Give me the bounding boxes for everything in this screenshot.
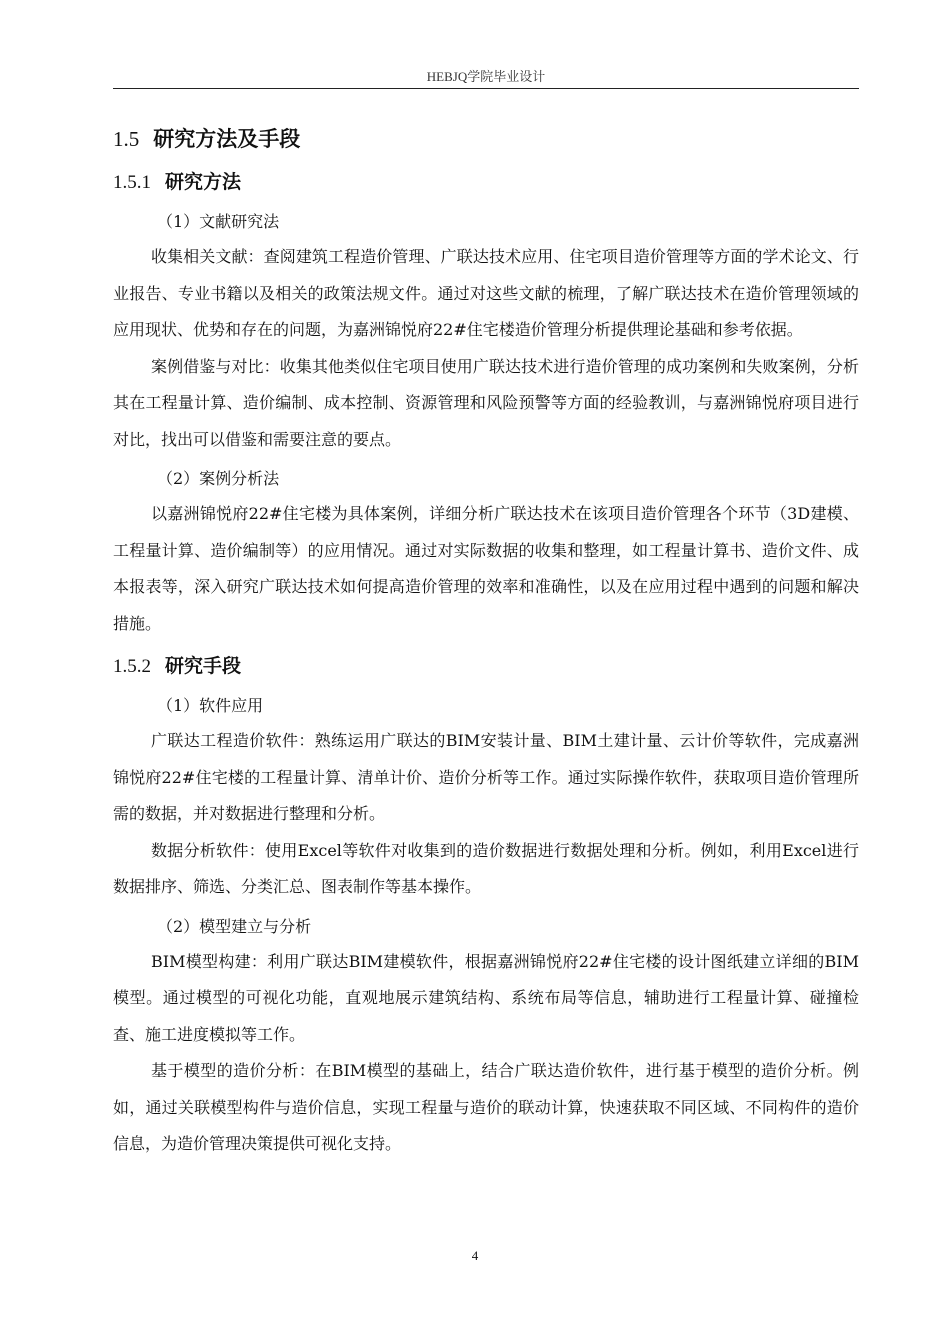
- subsection-number: 1.5.2: [113, 656, 151, 677]
- item-label: （1）文献研究法: [157, 212, 280, 231]
- section-heading: [113, 120, 859, 158]
- subsection-number: 1.5.1: [113, 172, 151, 193]
- page-header: HEBJQ学院毕业设计: [426, 69, 546, 84]
- paragraph: BIM模型构建：利用广联达BIM建模软件，根据嘉洲锦悦府22#住宅楼的设计图纸建立详细的BIM模型。通过模型的可视化功能，直观地展示建筑结构、系统布局等信息，辅助进行工程量计算、碰撞检查、施工进度模拟等工作。: [113, 951, 859, 1044]
- item-label: （1）软件应用: [157, 696, 264, 715]
- section-number: 1.5: [113, 127, 140, 151]
- paragraph: 广联达工程造价软件：熟练运用广联达的BIM安装计量、BIM土建计量、云计价等软件，完成嘉洲锦悦府22#住宅楼的工程量计算、清单计价、造价分析等工作。通过实际操作软件，获取项目造价管理所需的数据，并对数据进行整理和分析。: [113, 731, 859, 823]
- subsection-heading: [113, 648, 859, 685]
- header-divider: [113, 88, 859, 89]
- section-title: 研究方法及手段: [153, 127, 301, 151]
- subsection-title: 研究手段: [165, 655, 242, 677]
- subsection-title: 研究方法: [165, 171, 242, 193]
- subsection-heading: [113, 164, 859, 201]
- item-label: （2）案例分析法: [157, 469, 280, 488]
- paragraph: 数据分析软件：使用Excel等软件对收集到的造价数据进行数据处理和分析。例如，利用Excel进行数据排序、筛选、分类汇总、图表制作等基本操作。: [113, 840, 859, 896]
- document-body: [113, 120, 859, 1163]
- paragraph: 案例借鉴与对比：收集其他类似住宅项目使用广联达技术进行造价管理的成功案例和失败案例，分析其在工程量计算、造价编制、成本控制、资源管理和风险预警等方面的经验教训，与嘉洲锦悦府项目进行对比，找出可以借鉴和需要注意的要点。: [113, 356, 859, 449]
- paragraph: 收集相关文献：查阅建筑工程造价管理、广联达技术应用、住宅项目造价管理等方面的学术论文、行业报告、专业书籍以及相关的政策法规文件。通过对这些文献的梳理，了解广联达技术在造价管理领域的应用现状、优势和存在的问题，为嘉洲锦悦府22#住宅楼造价管理分析提供理论基础和参考依据。: [113, 247, 859, 339]
- paragraph: 基于模型的造价分析：在BIM模型的基础上，结合广联达造价软件，进行基于模型的造价分析。例如，通过关联模型构件与造价信息，实现工程量与造价的联动计算，快速获取不同区域、不同构件的造价信息，为造价管理决策提供可视化支持。: [113, 1061, 859, 1153]
- item-label: （2）模型建立与分析: [157, 916, 312, 936]
- paragraph: 以嘉洲锦悦府22#住宅楼为具体案例，详细分析广联达技术在该项目造价管理各个环节（3D建模、工程量计算、造价编制等）的应用情况。通过对实际数据的收集和整理，如工程量计算书、造价文件、成本报表等，深入研究广联达技术如何提高造价管理的效率和准确性，以及在应用过程中遇到的问题和解决措施。: [113, 504, 859, 633]
- page-number: 4: [471, 1248, 479, 1263]
